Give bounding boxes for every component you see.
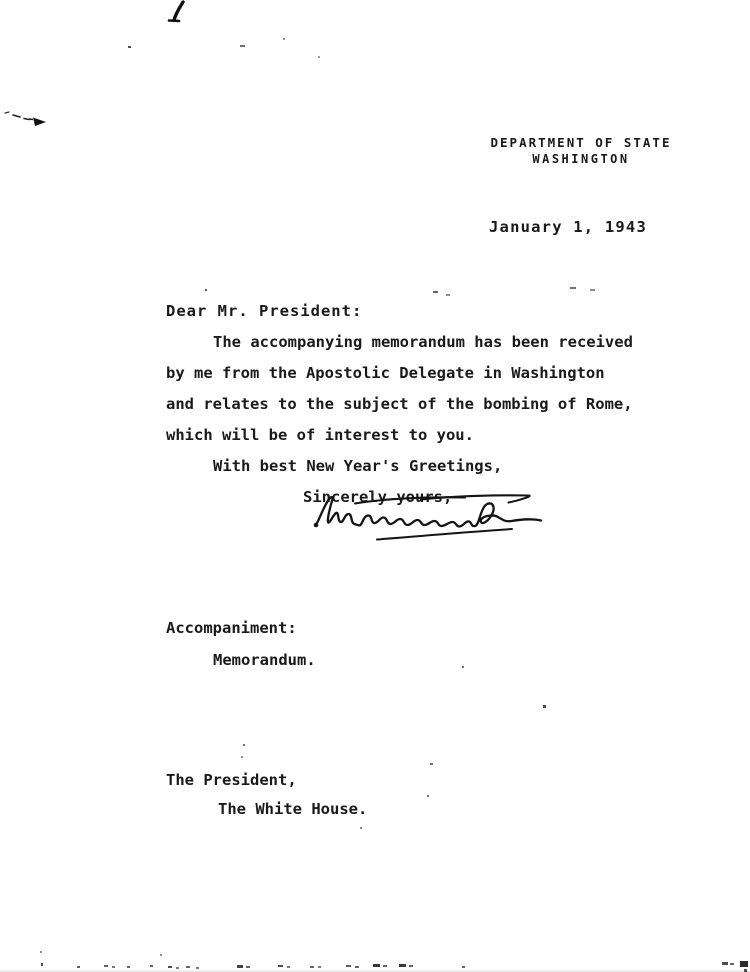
valediction: With best New Year's Greetings,	[213, 457, 503, 475]
letter-body	[166, 296, 633, 513]
salutation: Dear Mr. President:	[166, 302, 363, 320]
recipient-line1: The President,	[166, 771, 297, 789]
enclosure-label: Accompaniment:	[166, 619, 297, 637]
handwritten-signature	[303, 494, 551, 550]
handwritten-mark-top	[162, 0, 194, 28]
closing: Sincerely yours,	[303, 488, 453, 506]
enclosure-block	[166, 612, 316, 676]
letterhead-city: WASHINGTON	[532, 152, 630, 166]
enclosure-item: Memorandum.	[213, 651, 316, 669]
date-line: January 1, 1943	[489, 218, 647, 236]
pen-mark-left	[2, 106, 52, 130]
recipient-block	[166, 766, 367, 823]
letterhead-department: DEPARTMENT OF STATE	[490, 135, 672, 150]
body-line: and relates to the subject of the bombing of Rome,	[166, 395, 633, 413]
recipient-line2: The White House.	[218, 799, 368, 818]
body-line: by me from the Apostolic Delegate in Washington	[166, 364, 605, 382]
letterhead	[468, 134, 694, 168]
body-line: which will be of interest to you.	[166, 426, 474, 444]
body-line: The accompanying memorandum has been received	[213, 333, 633, 351]
